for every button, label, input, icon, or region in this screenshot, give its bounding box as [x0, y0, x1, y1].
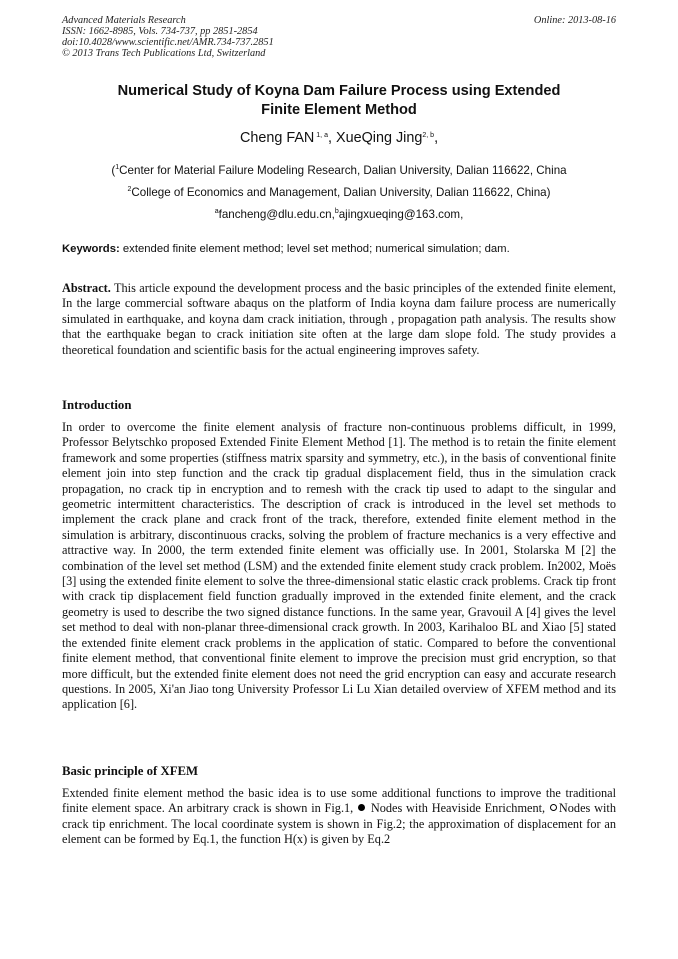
- abstract: [62, 281, 616, 358]
- affiliation-open-paren: (: [111, 164, 116, 177]
- basic-text-c: Nodes with crack tip enrichment. The local coordinate system is shown in Fig.2; the approximation of displacement for an element can be formed by Eq.1, the function H(x) is given by Eq.2: [62, 801, 616, 847]
- keywords-text: extended finite element method; level set method; numerical simulation; dam.: [119, 243, 510, 255]
- introduction-heading: Introduction: [62, 398, 132, 412]
- basic-principle-heading: Basic principle of XFEM: [62, 764, 199, 778]
- abstract-label: Abstract.: [62, 281, 111, 295]
- email-a-mark: a: [214, 208, 219, 215]
- author-emails: [62, 208, 616, 222]
- journal-name: Advanced Materials Research: [62, 15, 186, 26]
- author-1: Cheng FAN: [239, 130, 315, 146]
- affiliation-2-mark: 2: [127, 186, 132, 193]
- filled-node-icon: [358, 804, 365, 811]
- affiliation-1-text: Center for Material Failure Modeling Research, Dalian University, Dalian 116622, China: [119, 164, 567, 177]
- author-2: XueQing Jing: [335, 130, 423, 146]
- affiliation-2: [62, 186, 616, 200]
- author-separator: ,: [327, 130, 336, 146]
- affiliation-2-text: College of Economics and Management, Dalian University, Dalian 116622, China): [131, 186, 551, 199]
- title-line-2: Finite Element Method: [261, 102, 417, 118]
- author-list: [62, 129, 616, 147]
- copyright-line: © 2013 Trans Tech Publications Ltd, Switzerland: [62, 48, 266, 59]
- author-1-affil: 1, a: [314, 132, 328, 139]
- online-date: Online: 2013-08-16: [533, 15, 616, 26]
- basic-principle-paragraph: [62, 786, 616, 848]
- basic-text-b: Nodes with Heaviside Enrichment,: [370, 801, 546, 816]
- keywords: [62, 242, 616, 256]
- email-b-link[interactable]: ajingxueqing@163.com,: [338, 208, 464, 221]
- abstract-text: This article expound the development process and the basic principles of the extended finite element, In the large commercial software abaqus on the platform of India koyna dam failure process are numerically simulated in earthquake, and koyna dam crack initiation, through , propagation path analysis. The results show that the earthquake began to crack initiation site often at the large dam slope fold. The study provides a theoretical foundation and scientific basis for the actual engineering improves safety.: [62, 281, 616, 357]
- affiliation-1-mark: 1: [115, 164, 120, 171]
- keywords-label: Keywords:: [62, 243, 120, 255]
- paper-title: [62, 82, 616, 120]
- author-2-affil: 2, b: [422, 132, 435, 139]
- affiliation-1: [62, 164, 616, 178]
- doi-line: doi:10.4028/www.scientific.net/AMR.734-737.2851: [62, 37, 274, 48]
- basic-text-a: Extended finite element method the basic idea is to use some additional functions to improve the traditional finite element space. An arbitrary crack is shown in Fig.1,: [62, 786, 616, 816]
- email-a-link[interactable]: fancheng@dlu.edu.cn,: [218, 208, 335, 221]
- journal-header: [62, 15, 616, 59]
- introduction-paragraph: In order to overcome the finite element analysis of fracture non-continuous problems difficult, in 1999, Professor Belytschko proposed Extended Finite Element Method [1]. The method is to retain the finite element framework and some properties (stiffness matrix sparsity and symmetry, etc.), in the basis of conventional finite element join into step function and the crack tip gradual displacement field, thus in the simulation crack propagation, no crack tip in encryption and to remesh with the crack tip used to adapt to the singular and geometric intermittent characteristics. The description of crack is introduced in the level set methods to implement the crack plane and crack front of the track, therefore, extended finite element method in the simulation is arbitrary, discontinuous cracks, solving the problem of fracture mechanics is a very effective and attractive way. In 2000, the term extended finite element was officially use. In 2001, Stolarska M [2] the combination of the level set method (LSM) and the extended finite element study crack problem. In2002, Moës [3] using the extended finite element to solve the three-dimensional static elastic crack problems. Crack tip front with crack tip displacement field function gradually improved in the extended finite element, and the crack geometry is used to describe the two signed distance functions. In the same year, Gravouil A [4] gives the level set method to deal with non-planar three-dimensional crack growth. In 2003, Karihaloo BL and Xiao [5] stated the extended finite element crack problems in the application of static. Compared to before the conventional finite element method, that conventional finite element to improve the precision must grid encryption, so that more difficult, but the extended finite element does not need the grid encryption can easy and accurate research questions. In 2005, Xi'an Jiao tong University Professor Li Lu Xian detailed overview of XFEM method and its application [6].: [62, 420, 616, 712]
- issn-line: ISSN: 1662-8985, Vols. 734-737, pp 2851-2854: [62, 26, 258, 37]
- email-b-mark: b: [334, 208, 339, 215]
- hollow-node-icon: [550, 804, 557, 811]
- title-line-1: Numerical Study of Koyna Dam Failure Process using Extended: [117, 83, 561, 99]
- author-list-end: ,: [434, 130, 439, 146]
